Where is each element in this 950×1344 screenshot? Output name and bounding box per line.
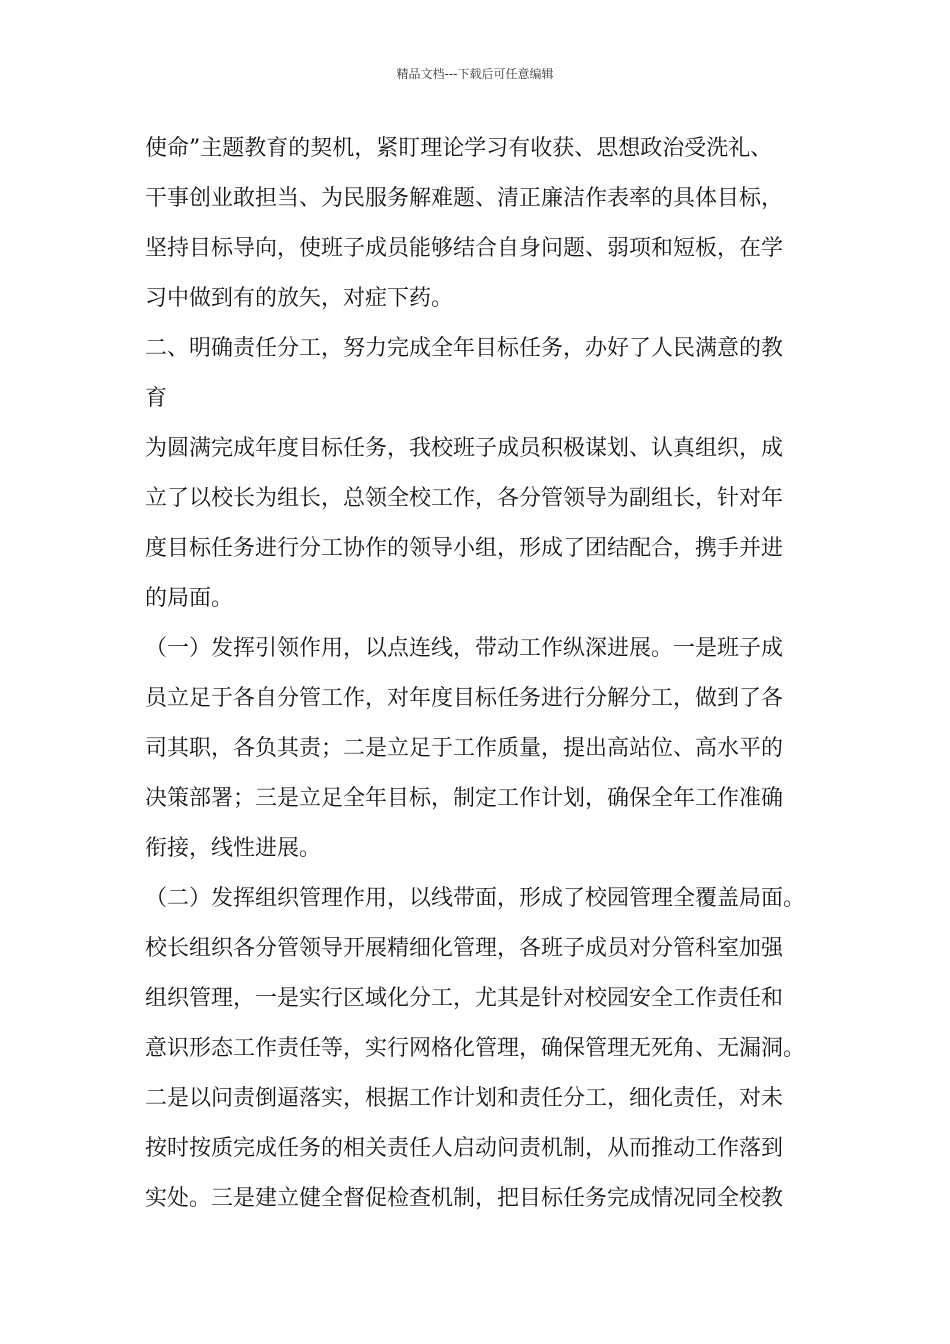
text-line: 校长组织各分管领导开展精细化管理，各班子成员对分管科室加强 (145, 936, 784, 961)
document-body (145, 124, 825, 1224)
text-line: 为圆满完成年度目标任务，我校班子成员积极谋划、认真组织，成 (145, 436, 784, 461)
text-line: 的局面。 (145, 586, 234, 611)
text-line: 习中做到有的放矢，对症下药。 (145, 286, 454, 311)
text-line: 度目标任务进行分工协作的领导小组，形成了团结配合，携手并进 (145, 536, 784, 561)
section-heading-line: 育 (145, 386, 168, 411)
text-line: 坚持目标导向，使班子成员能够结合自身问题、弱项和短板，在学 (145, 236, 784, 261)
text-line: 意识形态工作责任等，实行网格化管理，确保管理无死角、无漏洞。 (145, 1036, 806, 1061)
text-line: 组织管理，一是实行区域化分工，尤其是针对校园安全工作责任和 (145, 986, 784, 1011)
text-line: 干事创业敢担当、为民服务解难题、清正廉洁作表率的具体目标， (145, 186, 784, 211)
text-line: 使命”主题教育的契机，紧盯理论学习有收获、思想政治受洗礼、 (145, 136, 773, 161)
text-line: 司其职，各负其责；二是立足于工作质量，提出高站位、高水平的 (145, 736, 784, 761)
text-line: 立了以校长为组长，总领全校工作，各分管领导为副组长，针对年 (145, 486, 784, 511)
text-line: 二是以问责倒逼落实，根据工作计划和责任分工，细化责任，对未 (145, 1086, 784, 1111)
page-header: 精品文档---下载后可任意编辑 (396, 67, 554, 81)
section-heading-line: 二、明确责任分工，努力完成全年目标任务，办好了人民满意的教 (145, 336, 784, 361)
text-line: （一）发挥引领作用，以点连线，带动工作纵深进展。一是班子成 (145, 636, 784, 661)
text-line: 实处。三是建立健全督促检查机制，把目标任务完成情况同全校教 (145, 1186, 784, 1211)
text-line: 员立足于各自分管工作，对年度目标任务进行分解分工，做到了各 (145, 686, 784, 711)
text-line: 衔接，线性进展。 (145, 836, 322, 861)
text-line: 决策部署；三是立足全年目标，制定工作计划，确保全年工作准确 (145, 786, 784, 811)
text-line: （二）发挥组织管理作用，以线带面，形成了校园管理全覆盖局面。 (145, 886, 806, 911)
text-line: 按时按质完成任务的相关责任人启动问责机制，从而推动工作落到 (145, 1136, 784, 1161)
